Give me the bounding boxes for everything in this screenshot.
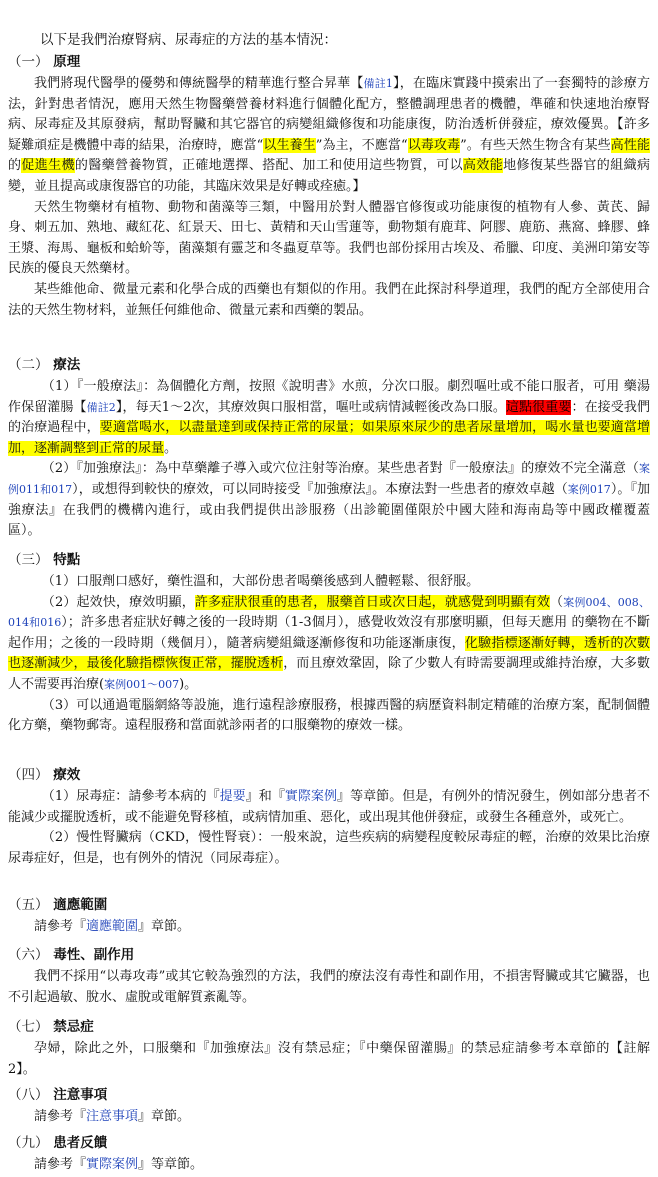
section-principle <box>8 52 650 321</box>
section-heading <box>8 1085 650 1105</box>
highlight: 化驗指標逐漸好轉，透析的次數也逐漸減少，最後化驗指標恢復正常，擺脫透析 <box>8 635 650 672</box>
link-indications[interactable]: 適應範圍 <box>86 919 139 934</box>
link-cases[interactable]: 實際案例 <box>284 789 338 804</box>
section-number: （三） <box>8 552 49 568</box>
section-efficacy <box>8 765 650 869</box>
section-heading <box>8 355 650 375</box>
section-number: （九） <box>8 1135 49 1151</box>
case-link[interactable]: 案例001～007 <box>104 677 180 691</box>
paragraph: 我們不採用“以毒攻毒”或其它較為強烈的方法，我們的療法沒有毒性和副作用，不損害腎臟或其它臟器，也不引起過敏、脫水、虛脫或電解質紊亂等。 <box>8 969 650 1005</box>
section-title: 特點 <box>53 552 81 568</box>
section-precautions <box>8 1085 650 1128</box>
section-heading <box>8 765 650 785</box>
section-features <box>8 550 650 737</box>
section-title: 適應範圍 <box>53 897 108 913</box>
paragraph: （2）慢性腎臟病（CKD，慢性腎衰）：一般來說，這些疾病的病變程度較尿毒症的輕，治療的效果比治療尿毒症好，但是，也有例外的情況（同尿毒症）。 <box>8 830 650 866</box>
paragraph: （1）尿毒症：請參考本病的『提要』和『實際案例』等章節。但是，有例外的情況發生，例如部分患者不能減少或擺脫透析，或不能避免腎移植，或病情加重、惡化，或出現其他併發症，或發生各種意外，或死亡。 <box>8 789 650 825</box>
case-link[interactable]: 案例017 <box>567 482 611 496</box>
note-link[interactable]: 備註1 <box>363 77 393 90</box>
section-number: （二） <box>8 357 49 373</box>
section-number: （五） <box>8 897 49 913</box>
highlight: 以毒攻毒 <box>407 137 461 153</box>
paragraph: （1）『一般療法』：為個體化方劑，按照《說明書》水煎，分次口服。劇烈嘔吐或不能口服者，可用 藥湯作保留灌腸【備註2】，每天1～2次，其療效與口服相當，嘔吐或病情減輕後改為口服。這點很重要：在接受我們的治療過程中，要適當喝水，以盡量達到或保持正常的尿量；如果原來尿少的患者尿量增加，喝水量也要適當增加，逐漸調整到正常的尿量。 <box>8 379 650 456</box>
highlight: 高性能 <box>610 137 650 153</box>
highlight: 要適當喝水，以盡量達到或保持正常的尿量；如果原來尿少的患者尿量增加，喝水量也要適當增加，逐漸調整到正常的尿量 <box>8 420 650 456</box>
section-number: （六） <box>8 947 49 963</box>
section-heading <box>8 52 650 72</box>
paragraph: 請參考『適應範圍』章節。 <box>34 919 191 934</box>
section-title: 療效 <box>53 767 81 783</box>
section-contraindications <box>8 1017 650 1080</box>
section-number: （一） <box>8 54 49 70</box>
important-badge: 這點很重要 <box>505 399 572 415</box>
paragraph: 某些維他命、微量元素和化學合成的西藥也有類似的作用。我們在此探討科學道理，我們的配方全部使用合法的天然生物材料，並無任何維他命、微量元素和西藥的製品。 <box>8 281 650 318</box>
paragraph: 請參考『實際案例』等章節。 <box>34 1157 204 1172</box>
link-cases[interactable]: 實際案例 <box>86 1157 139 1172</box>
section-number: （四） <box>8 767 49 783</box>
link-summary[interactable]: 提要 <box>219 789 246 804</box>
link-precautions[interactable]: 注意事項 <box>86 1109 139 1124</box>
case-link[interactable]: 案例011和017 <box>8 462 650 496</box>
section-feedback <box>8 1133 650 1176</box>
highlight: 促進生機 <box>21 158 75 174</box>
note-link[interactable]: 備註2 <box>86 400 116 414</box>
section-therapy <box>8 355 650 542</box>
section-number: （八） <box>8 1087 49 1103</box>
section-title: 禁忌症 <box>53 1019 94 1035</box>
highlight: 高效能 <box>462 158 504 174</box>
intro-text: 以下是我們治療腎病、尿毒症的方法的基本情況： <box>40 32 337 48</box>
section-title: 患者反饋 <box>53 1135 108 1151</box>
paragraph: 天然生物藥材有植物、動物和菌藻等三類，中醫用於對人體器官修復或功能康復的植物有人參、黃芪、歸身、刺五加、熟地、藏紅花、紅景天、田七、黃精和天山雪蓮等，動物類有鹿茸、阿膠、鹿筋、燕窩、蜂膠、蜂王漿、海馬、龜板和蛤蚧等，菌藻類有靈芝和冬蟲夏草等。我們也部份採用古埃及、希臘、印度、美洲印第安等民族的優良天然藥材。 <box>8 199 650 277</box>
section-heading <box>8 945 650 965</box>
paragraph: （2）『加強療法』：為中草藥離子導入或穴位注射等治療。某些患者對『一般療法』的療效不完全滿意（案例011和017），或想得到較快的療效，可以同時接受『加強療法』。本療法對一些患者的療效卓越（案例017）。『加強療法』在我們的機構內進行，或由我們提供出診服務（出診範圍僅限於中國大陸和海南島等中國政權覆蓋區）。 <box>8 461 650 539</box>
paragraph: （1）口服劑口感好，藥性溫和，大部份患者喝藥後感到人體輕鬆、很舒服。 <box>41 574 480 589</box>
section-heading <box>8 895 650 915</box>
section-heading <box>8 1133 650 1153</box>
section-heading <box>8 1017 650 1037</box>
case-link[interactable]: 案例004、008、014和016 <box>8 595 650 630</box>
highlight: 許多症狀很重的患者，服藥首日或次日起，就感覺到明顯有效 <box>194 594 551 610</box>
paragraph: （3）可以通過電腦網絡等設施，進行遠程診療服務，根據西醫的病歷資料制定精確的治療方案，配制個體化方藥，藥物郵寄。遠程服務和當面就診兩者的口服藥物的療效一樣。 <box>8 697 650 734</box>
section-indications <box>8 895 650 938</box>
paragraph: （2）起效快，療效明顯，許多症狀很重的患者，服藥首日或次日起，就感覺到明顯有效（案例004、008、014和016）；許多患者症狀好轉之後的一段時期（1-3個月），感覺收效沒有那麼明顯，但每天應用 的藥物在不斷起作用；之後的一段時期（幾個月），隨著病變組織逐漸修復和功能逐漸康復，化驗指標逐漸好轉，透析的次數也逐漸減少，最後化驗指標恢復正常，擺脫透析，而且療效鞏固，除了少數人有時需要調理或維持治療，大多數人不需要再治療(案例001～007)。 <box>8 594 650 692</box>
section-number: （七） <box>8 1019 49 1035</box>
section-heading <box>8 550 650 570</box>
highlight: 以生養生 <box>263 137 316 153</box>
section-title: 原理 <box>53 54 81 70</box>
section-title: 毒性、副作用 <box>53 947 135 963</box>
paragraph: 我們將現代醫學的優勢和傳統醫學的精華進行整合昇華【備註1】，在臨床實踐中摸索出了一套獨特的診療方法，針對患者情況，應用天然生物醫藥營養材料進行個體化配方，整體調理患者的機體，準確和快速地治療腎病、尿毒症及其原發病，幫助腎臟和其它器官的病變組織修復和功能康復，防治透析併發症，療效優異。【許多疑難頑症是機體中毒的結果，治療時，應當“以生養生”為主，不應當“以毒攻毒”。有些天然生物含有某些高性能的促進生機的醫藥營養物質，正確地選擇、搭配、加工和使用這些物質，可以高效能地修復某些器官的組織病變，並且提高或康復器官的功能，其臨床效果是好轉或痊癒。】 <box>8 76 650 194</box>
section-title: 療法 <box>53 357 81 373</box>
section-title: 注意事項 <box>53 1087 108 1103</box>
section-side-effects <box>8 945 650 1008</box>
paragraph: 請參考『注意事項』章節。 <box>34 1109 191 1124</box>
paragraph: 孕婦，除此之外，口服藥和『加強療法』沒有禁忌症；『中藥保留灌腸』的禁忌症請參考本章節的【註解2】。 <box>8 1041 650 1077</box>
